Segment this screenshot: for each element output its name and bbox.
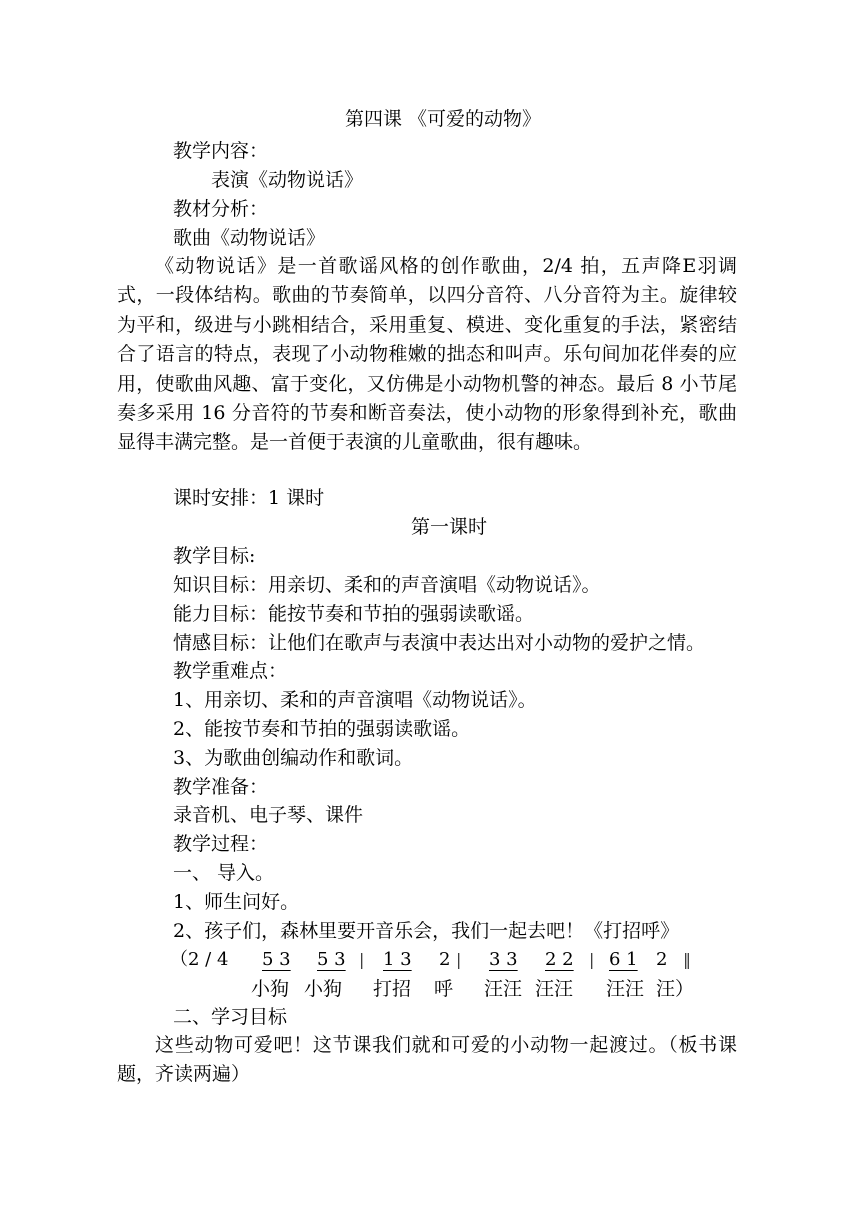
- score-lyric: 汪汪: [484, 978, 523, 1000]
- score-lyric: 呼: [434, 978, 454, 1000]
- prep-heading: 教学准备：: [173, 776, 269, 798]
- score-lyric: 打招: [373, 978, 412, 1000]
- step-two-paragraph: [117, 1031, 737, 1090]
- content-heading: 教学内容：: [173, 140, 269, 162]
- content-item: 表演《动物说话》: [211, 169, 364, 191]
- bar-line: |: [589, 950, 595, 969]
- goal-knowledge: 知识目标：用亲切、柔和的声音演唱《动物说话》。: [173, 574, 601, 596]
- process-heading: 教学过程：: [173, 833, 269, 855]
- schedule-line: 课时安排：1 课时: [173, 487, 325, 509]
- score-lyric: 汪汪: [535, 978, 574, 1000]
- score-meter: （2 / 4: [170, 949, 229, 970]
- lesson-title: 第四课 《可爱的动物》: [345, 108, 542, 130]
- score-note: 2: [439, 949, 451, 970]
- step-one-item-1: 1、师生问好。: [173, 891, 300, 913]
- song-title: 歌曲《动物说话》: [173, 227, 326, 249]
- analysis-text: 《动物说话》是一首歌谣风格的创作歌曲，2/4 拍，五声降E羽调式，一段体结构。歌曲的节奏简单，以四分音符、八分音符为主。旋律较为平和，级进与小跳相结合，采用重复、模进、变化重复的手法，紧密结合了语言的特点，表现了小动物稚嫩的拙态和叫声。乐句间加花伴奏的应用，使歌曲风趣、富于变化，又仿佛是小动物机警的神态。最后 8 小节尾奏多采用 16 分音符的节奏和断音奏法，使小动物的形象得到补充，歌曲显得丰满完整。是一首便于表演的儿童歌曲，很有趣味。: [117, 255, 737, 454]
- bar-line: |: [359, 950, 365, 969]
- score-note: 2 2: [545, 949, 574, 970]
- step-two-text: 这些动物可爱吧！这节课我们就和可爱的小动物一起渡过。（板书课题，齐读两遍）: [117, 1034, 737, 1086]
- step-one-item-2: 2、孩子们，森林里要开音乐会，我们一起去吧！《打招呼》: [173, 920, 680, 942]
- prep-items: 录音机、电子琴、课件: [173, 804, 364, 826]
- score-note: 3 3: [489, 949, 518, 970]
- analysis-paragraph: [117, 252, 737, 458]
- score-lyric: 汪）: [656, 978, 695, 1000]
- analysis-heading: 教材分析：: [173, 198, 269, 220]
- key-points-heading: 教学重难点：: [173, 660, 288, 682]
- step-two-heading: 二、学习目标: [173, 1006, 288, 1028]
- score-note: 1 3: [383, 949, 412, 970]
- score-note: 2: [656, 949, 668, 970]
- score-lyric: 汪汪: [606, 978, 645, 1000]
- goals-heading: 教学目标:: [173, 545, 256, 567]
- score-lyric: 小狗: [251, 978, 290, 1000]
- goal-ability: 能力目标：能按节奏和节拍的强弱读歌谣。: [173, 603, 535, 625]
- score-note: 5 3: [262, 949, 291, 970]
- step-one-heading: 一、 导入。: [173, 862, 275, 884]
- score-note: 6 1: [609, 949, 638, 970]
- goal-emotion: 情感目标：让他们在歌声与表演中表达出对小动物的爱护之情。: [173, 632, 706, 654]
- lesson-one-heading: 第一课时: [411, 516, 488, 538]
- bar-line: |: [456, 950, 462, 969]
- key-point-2: 2、能按节奏和节拍的强弱读歌谣。: [173, 718, 471, 740]
- score-note: 5 3: [317, 949, 346, 970]
- key-point-1: 1、用亲切、柔和的声音演唱《动物说话》。: [173, 689, 537, 711]
- key-point-3: 3、为歌曲创编动作和歌词。: [173, 747, 414, 769]
- end-bar-line: ‖: [683, 950, 691, 969]
- score-lyric: 小狗: [304, 978, 343, 1000]
